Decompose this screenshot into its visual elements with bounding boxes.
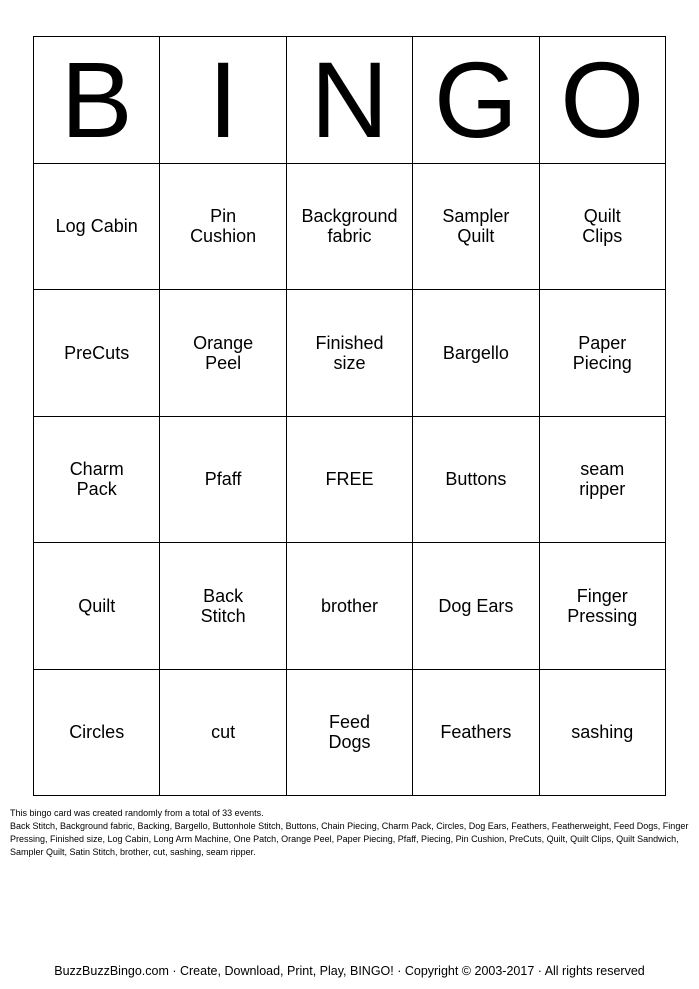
bingo-square: cut [160, 670, 286, 797]
header-letter-o: O [540, 37, 666, 164]
free-square: FREE [287, 417, 413, 544]
bingo-square: Dog Ears [413, 543, 539, 670]
info-intro: This bingo card was created randomly from a total of 33 events. [10, 808, 264, 818]
header-letter-b: B [34, 37, 160, 164]
bingo-square: sashing [540, 670, 666, 797]
bingo-square: Quilt Clips [540, 164, 666, 291]
bingo-square: Orange Peel [160, 290, 286, 417]
bingo-square: Sampler Quilt [413, 164, 539, 291]
footer-text: BuzzBuzzBingo.com · Create, Download, Print, Play, BINGO! · Copyright © 2003-2017 · All rights reserved [54, 964, 645, 978]
bingo-square: Circles [34, 670, 160, 797]
bingo-square: Back Stitch [160, 543, 286, 670]
header-letter-g: G [413, 37, 539, 164]
bingo-square: PreCuts [34, 290, 160, 417]
bingo-square: Feed Dogs [287, 670, 413, 797]
bingo-square: Log Cabin [34, 164, 160, 291]
bingo-square: seam ripper [540, 417, 666, 544]
bingo-square: Finger Pressing [540, 543, 666, 670]
bingo-square: brother [287, 543, 413, 670]
bingo-square: Charm Pack [34, 417, 160, 544]
bingo-square: Bargello [413, 290, 539, 417]
bingo-square: Paper Piecing [540, 290, 666, 417]
bingo-square: Buttons [413, 417, 539, 544]
header-letter-i: I [160, 37, 286, 164]
header-letter-n: N [287, 37, 413, 164]
bingo-square: Background fabric [287, 164, 413, 291]
bingo-square: Feathers [413, 670, 539, 797]
bingo-square: Pin Cushion [160, 164, 286, 291]
bingo-square: Pfaff [160, 417, 286, 544]
bingo-square: Quilt [34, 543, 160, 670]
card-info [10, 807, 690, 859]
info-events-list: Back Stitch, Background fabric, Backing, Bargello, Buttonhole Stitch, Buttons, Chain Piecing, Charm Pack, Circles, Dog Ears, Feathers, Featherweight, Feed Dogs, Finger Pressing, Finished size, Log Cabin, Long Arm Machine, One Patch, Orange Peel, Paper Piecing, Pfaff, Piecing, Pin Cushion, PreCuts, Quilt, Quilt Clips, Quilt Sandwich, Sampler Quilt, Satin Stitch, brother, cut, sashing, seam ripper. [10, 821, 689, 857]
bingo-square: Finished size [287, 290, 413, 417]
bingo-card [33, 36, 666, 796]
